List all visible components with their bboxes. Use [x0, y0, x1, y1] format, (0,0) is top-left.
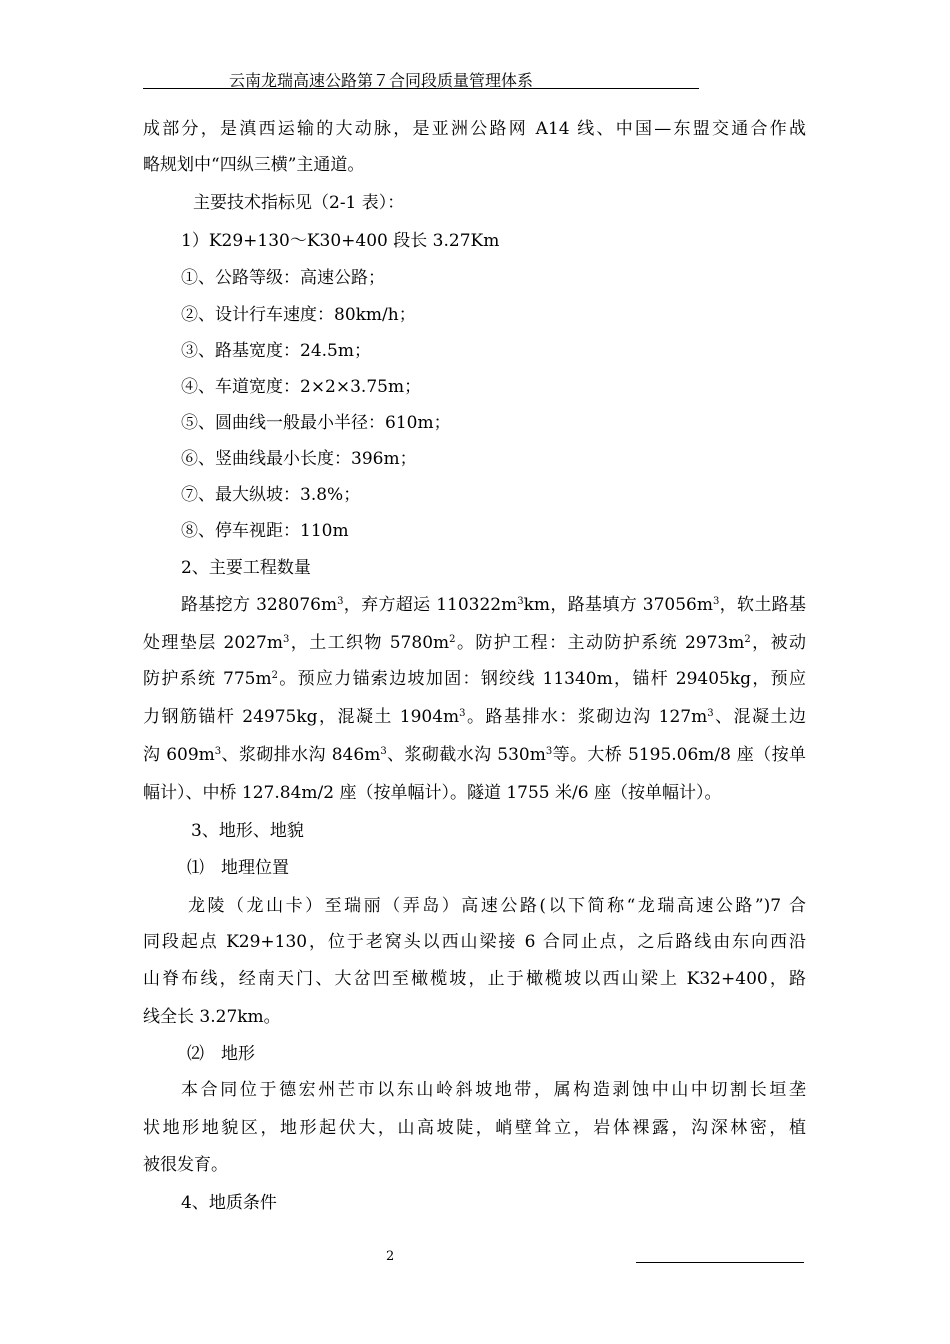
text-line: ④、车道宽度：2×2×3.75m；	[181, 377, 422, 397]
text-line: ③、路基宽度：24.5m；	[181, 341, 371, 361]
text-line: ⑥、竖曲线最小长度：396m；	[181, 449, 417, 469]
text-line: ②、设计行车速度：80km/h；	[181, 305, 416, 325]
text-line: 防护系统 $775m^2$。预应力锚索边坡加固：钢绞线 11340m，锚杆 29405kg，预应	[143, 669, 806, 689]
page-header	[143, 66, 699, 89]
text-line: 状地形地貌区，地形起伏大，山高坡陡，峭壁耸立，岩体裸露，沟深林密，植	[143, 1118, 806, 1138]
text-line: 线全长 3.27km。	[143, 1007, 281, 1027]
text-line: ①、公路等级：高速公路；	[181, 268, 385, 288]
text-line: 幅计）、中桥 127.84m/2 座（按单幅计）。隧道 1755 米/6 座（按单幅计）。	[143, 783, 722, 803]
text-line: ⑧、停车视距：110m	[181, 521, 349, 541]
text-line: 1）K29+130～K30+400 段长 3.27Km	[181, 231, 500, 251]
section-heading: 3、地形、地貌	[191, 821, 304, 841]
text-line: 略规划中“四纵三横”主通道。	[143, 155, 365, 175]
text-line: 龙陵（龙山卡）至瑞丽（弄岛）高速公路(以下简称“龙瑞高速公路”)7 合	[188, 896, 806, 916]
text-line: 同段起点 K29+130，位于老窝头以西山梁接 6 合同止点，之后路线由东向西沿	[143, 932, 806, 952]
subsection-heading: ⑴ 地理位置	[187, 858, 289, 878]
text-line: 被很发育。	[143, 1155, 228, 1175]
header-title: 云南龙瑞高速公路第７合同段质量管理体系	[229, 71, 534, 90]
text-line: 主要技术指标见（2-1 表）：	[193, 193, 405, 213]
text-line: 本合同位于德宏州芒市以东山岭斜坡地带，属构造剥蚀中山中切割长垣垄	[181, 1080, 806, 1100]
text-line: 沟 $609m^3$、浆砌排水沟 $846m^3$、浆砌截水沟 $530m^3$等。大桥 5195.06m/8 座（按单	[143, 745, 806, 765]
text-line: 力钢筋锚杆 24975kg，混凝土 $1904m^3$。路基排水：浆砌边沟 $127m^3$、混凝土边	[143, 707, 806, 727]
section-heading: 4、地质条件	[181, 1193, 277, 1213]
text-line: ⑤、圆曲线一般最小半径：610m；	[181, 413, 451, 433]
page-number: 2	[386, 1249, 395, 1264]
text-line: 处理垫层 $2027m^3$，土工织物 $5780m^2$。防护工程：主动防护系统 $2973m^2$，被动	[143, 633, 807, 653]
text-line: 成部分，是滇西运输的大动脉，是亚洲公路网 A14 线、中国—东盟交通合作战	[143, 119, 806, 139]
text-line: 路基挖方 $328076m^3$，弃方超运 $110322m^3km$，路基填方 $37056m^3$，软土路基	[181, 595, 807, 615]
footer-rule	[636, 1262, 804, 1263]
subsection-heading: ⑵ 地形	[187, 1044, 255, 1064]
text-line: ⑦、最大纵坡：3.8%；	[181, 485, 361, 505]
section-heading: 2、主要工程数量	[181, 558, 311, 578]
text-line: 山脊布线，经南天门、大岔凹至橄榄坡，止于橄榄坡以西山梁上 K32+400，路	[143, 969, 806, 989]
